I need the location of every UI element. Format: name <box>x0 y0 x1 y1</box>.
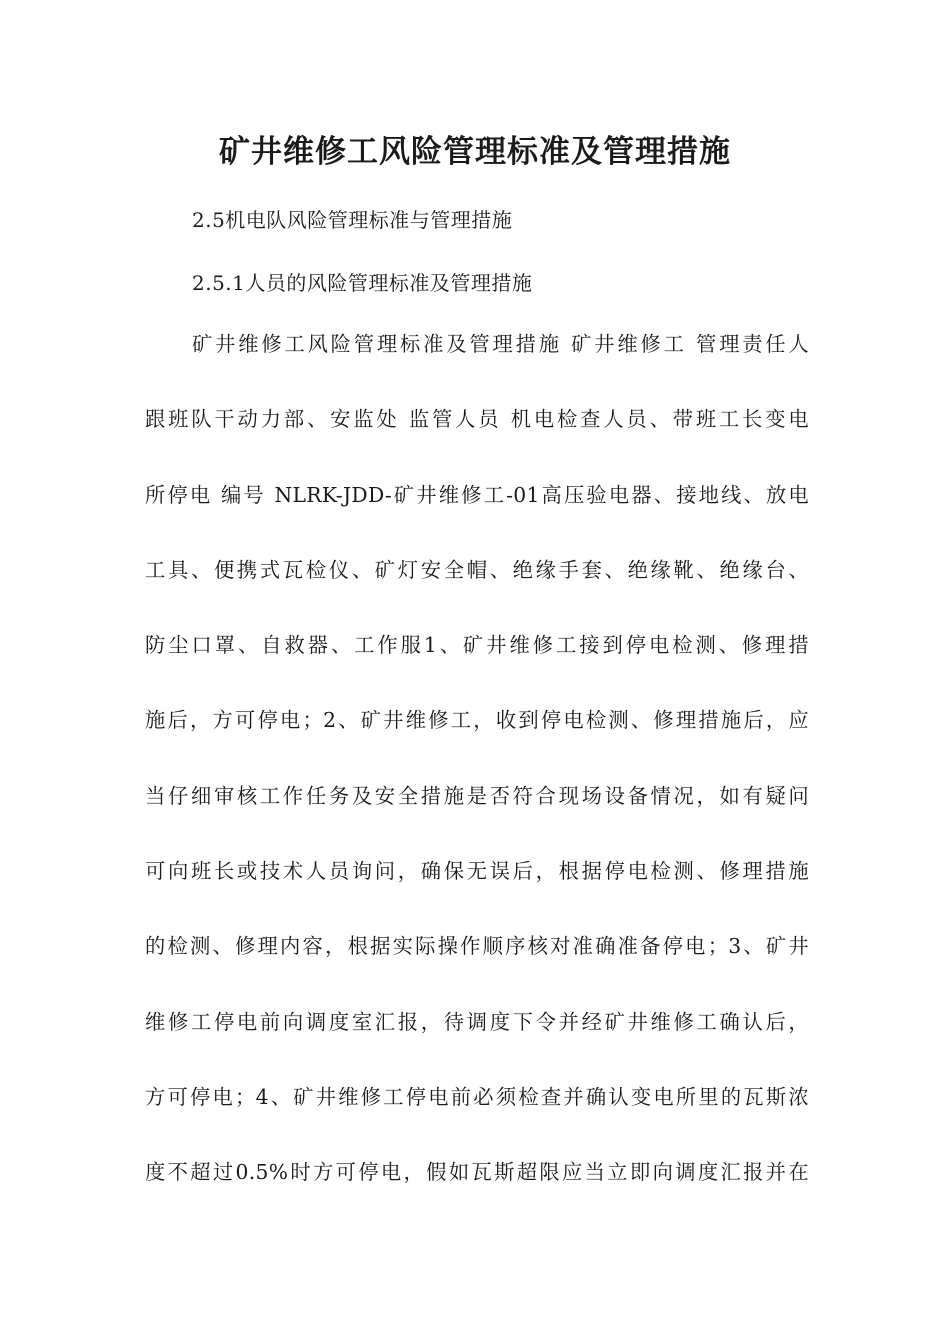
body-line: 的检测、修理内容，根据实际操作顺序核对准确准备停电；3、矿井 <box>145 934 809 959</box>
document-title: 矿井维修工风险管理标准及管理措施 <box>219 134 731 170</box>
body-line: 矿井维修工风险管理标准及管理措施 矿井维修工 管理责任人 <box>192 332 809 356</box>
body-line: 所停电 编号 NLRK-JDD-矿井维修工-01高压验电器、接地线、放电 <box>145 482 809 507</box>
body-line: 施后，方可停电；2、矿井维修工，收到停电检测、修理措施后，应 <box>145 708 809 733</box>
section-heading-2-5: 2.5机电队风险管理标准与管理措施 <box>192 208 513 232</box>
section-heading-2-5-1: 2.5.1人员的风险管理标准及管理措施 <box>192 271 533 295</box>
body-line: 当仔细审核工作任务及安全措施是否符合现场设备情况，如有疑问 <box>145 783 809 808</box>
body-paragraph <box>145 324 809 1228</box>
body-line: 工具、便携式瓦检仪、矿灯安全帽、绝缘手套、绝缘靴、绝缘台、 <box>145 557 809 582</box>
body-line: 维修工停电前向调度室汇报，待调度下令并经矿井维修工确认后， <box>145 1009 809 1034</box>
body-line: 防尘口罩、自救器、工作服1、矿井维修工接到停电检测、修理措 <box>145 633 809 658</box>
body-line: 可向班长或技术人员询问，确保无误后，根据停电检测、修理措施 <box>145 859 809 884</box>
body-line: 跟班队干动力部、安监处 监管人员 机电检查人员、带班工长变电 <box>145 407 809 432</box>
body-line: 度不超过0.5%时方可停电，假如瓦斯超限应当立即向调度汇报并在 <box>145 1160 809 1185</box>
body-line: 方可停电；4、矿井维修工停电前必须检查并确认变电所里的瓦斯浓 <box>145 1084 809 1109</box>
